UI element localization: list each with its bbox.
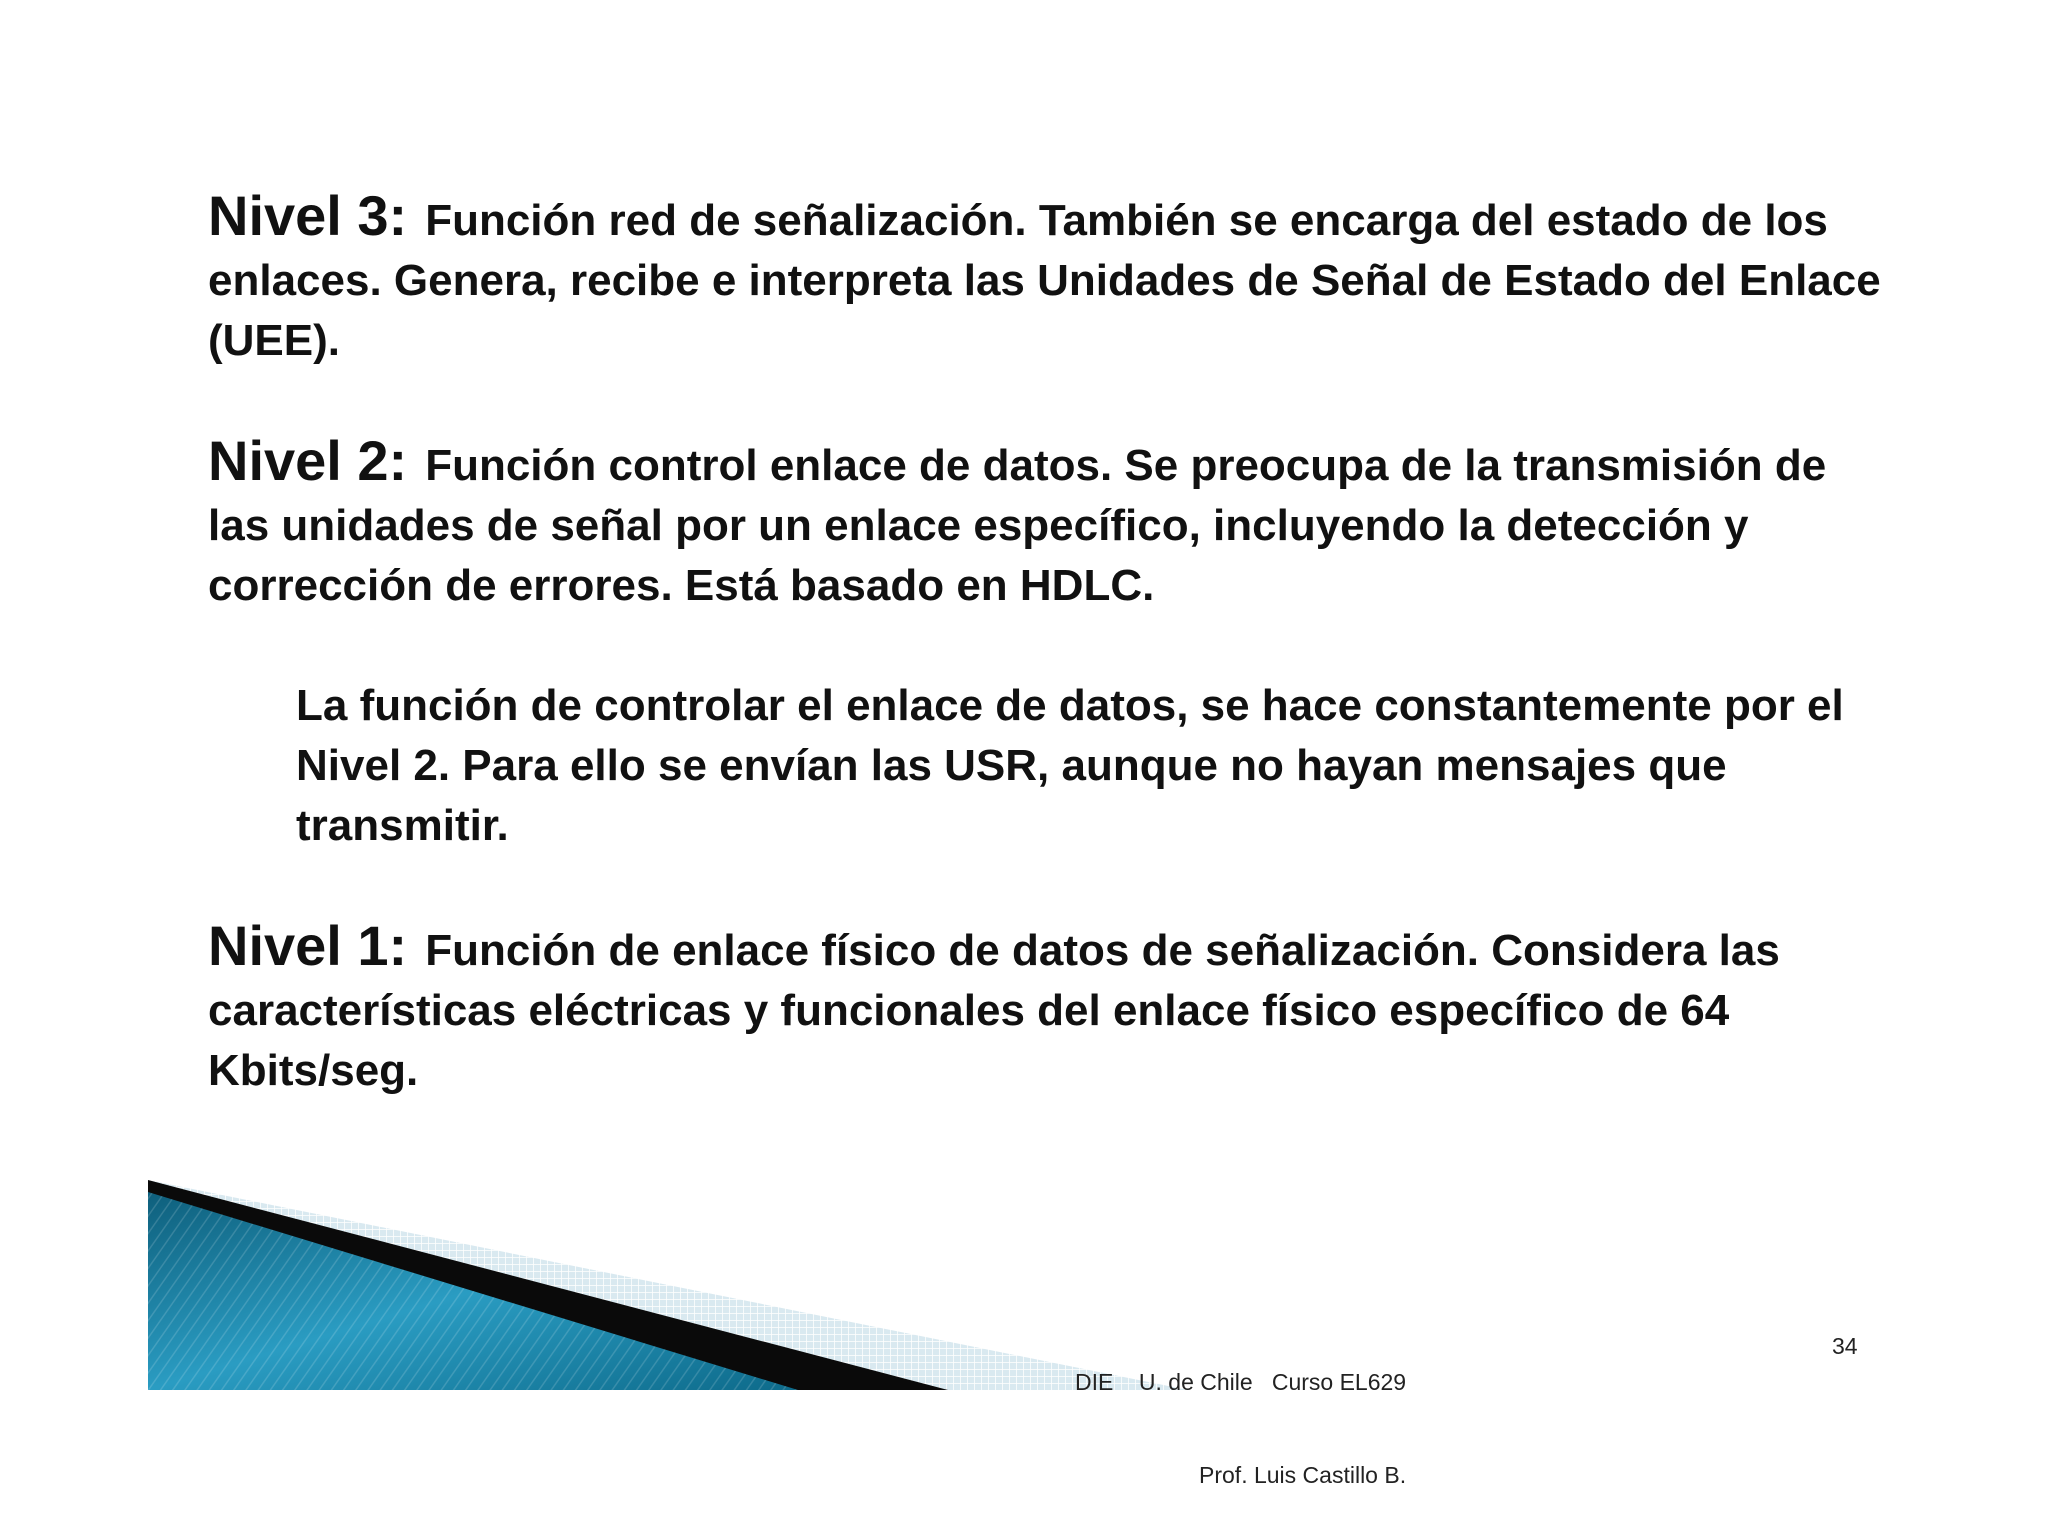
slide-body: [208, 186, 1888, 1101]
nivel-3-paragraph: [208, 186, 1888, 371]
nivel-2-detail-text: La función de controlar el enlace de datos, se hace constantemente por el Nivel 2. Para ello se envían las USR, aunque no hayan mensajes que transmitir.: [296, 681, 1844, 850]
footer-professor-line: Prof. Luis Castillo B.: [1199, 1462, 1407, 1488]
nivel-2-paragraph: [208, 431, 1888, 616]
footer-decoration: [148, 1180, 1188, 1390]
footer-course-line: DIE U. de Chile Curso EL629: [1075, 1369, 1407, 1395]
nivel-2-text: Función control enlace de datos. Se preocupa de la transmisión de las unidades de señal por un enlace específico, incluyendo la detección y corrección de errores. Está basado en HDLC.: [208, 441, 1827, 610]
page-number: 34: [1832, 1333, 1858, 1359]
nivel-1-paragraph: [208, 916, 1888, 1101]
nivel-2-heading: Nivel 2:: [208, 429, 408, 492]
nivel-2-detail-paragraph: [296, 676, 1888, 856]
nivel-1-text: Función de enlace físico de datos de señalización. Considera las características eléctricas y funcionales del enlace físico específico de 64 Kbits/seg.: [208, 926, 1780, 1095]
nivel-3-heading: Nivel 3:: [208, 184, 408, 247]
nivel-1-heading: Nivel 1:: [208, 914, 408, 977]
nivel-3-text: Función red de señalización. También se encarga del estado de los enlaces. Genera, recibe e interpreta las Unidades de Señal de Estado del Enlace (UEE).: [208, 196, 1881, 365]
footer-credits: [1075, 1305, 1406, 1522]
